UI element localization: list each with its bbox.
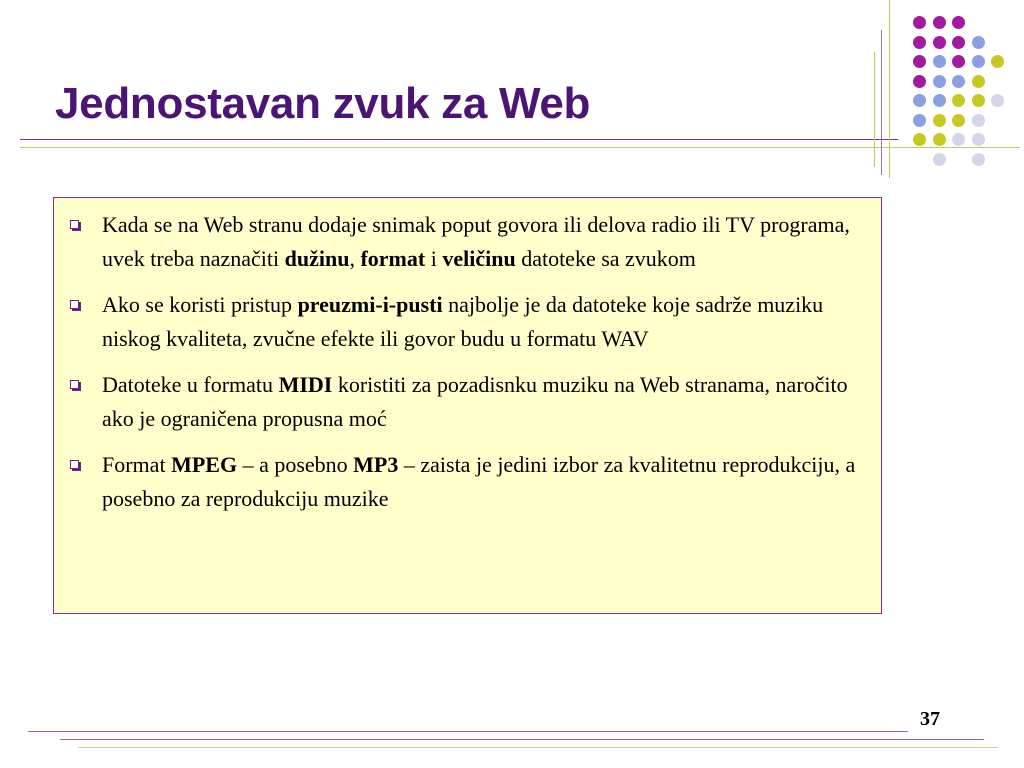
bullet-item <box>70 448 867 516</box>
decor-dot <box>933 55 946 68</box>
bullet-bold-text: dužinu <box>284 246 350 271</box>
decor-vline-3 <box>889 0 890 178</box>
decor-dot <box>972 55 985 68</box>
bullet-item <box>70 208 867 276</box>
decor-dot <box>952 36 965 49</box>
bullet-text: Kada se na Web stranu dodaje snimak poput govora ili delova radio ili TV programa, uvek treba naznačiti <box>102 212 850 271</box>
decor-dot <box>933 133 946 146</box>
decor-dot <box>952 94 965 107</box>
footer-rule-middle <box>60 739 984 740</box>
decor-dot <box>933 16 946 29</box>
footer-rule-bottom <box>78 747 998 748</box>
decor-dot <box>933 114 946 127</box>
decor-dot <box>952 16 965 29</box>
decor-dot <box>972 133 985 146</box>
decor-dot <box>972 75 985 88</box>
decor-dot <box>913 114 926 127</box>
bullet-bold-text: MIDI <box>278 372 333 397</box>
decor-dot <box>913 55 926 68</box>
decor-dot <box>933 36 946 49</box>
bullet-bold-text: veličinu <box>442 246 516 271</box>
bullet-text: najbolje je da datoteke koje sadrže muziku niskog kvaliteta, zvučne efekte ili govor budu u formatu WAV <box>102 292 824 351</box>
decor-dot <box>972 94 985 107</box>
decor-dot <box>933 94 946 107</box>
decor-dot <box>972 153 985 166</box>
bullet-text: Datoteke u formatu <box>102 372 279 397</box>
decor-vline-1 <box>874 52 875 167</box>
bullet-text: Format <box>102 452 172 477</box>
square-bullet-icon <box>70 460 79 469</box>
bullet-bold-text: MP3 <box>353 452 399 477</box>
bullet-text: Ako se koristi pristup <box>102 292 298 317</box>
decor-dot <box>933 153 946 166</box>
bullet-text: – zaista je jedini izbor za kvalitetnu reprodukciju, a posebno za reprodukciju muzike <box>102 452 856 511</box>
decor-dot <box>952 133 965 146</box>
footer-rule-top <box>28 731 908 732</box>
bullet-text: i <box>425 246 443 271</box>
decor-dot <box>913 75 926 88</box>
decor-dot <box>913 16 926 29</box>
title-rule-bottom <box>20 147 1020 148</box>
square-bullet-icon <box>70 380 79 389</box>
bullet-item <box>70 288 867 356</box>
bullet-item <box>70 368 867 436</box>
bullet-bold-text: preuzmi-i-pusti <box>297 292 443 317</box>
decor-dot <box>991 94 1004 107</box>
bullet-bold-text: MPEG <box>171 452 238 477</box>
title-rule-top <box>20 139 898 140</box>
decor-dot <box>952 114 965 127</box>
decor-vline-2 <box>881 30 882 175</box>
bullet-bold-text: format <box>360 246 426 271</box>
bullet-text: , <box>349 246 361 271</box>
decor-dot <box>952 75 965 88</box>
content-box <box>53 197 882 614</box>
decor-dot <box>972 36 985 49</box>
bullet-text: – a posebno <box>237 452 354 477</box>
bullet-list <box>70 208 867 516</box>
decor-dot <box>933 75 946 88</box>
decor-dot <box>913 133 926 146</box>
square-bullet-icon <box>70 300 79 309</box>
page-number: 37 <box>920 708 940 730</box>
square-bullet-icon <box>70 220 79 229</box>
decor-dot <box>952 55 965 68</box>
decor-dot <box>913 94 926 107</box>
decor-dot <box>913 36 926 49</box>
decor-dot <box>972 114 985 127</box>
bullet-text: koristiti za pozadisnku muziku na Web stranama, naročito ako je ograničena propusna moć <box>102 372 848 431</box>
bullet-text: datoteke sa zvukom <box>515 246 696 271</box>
slide-title: Jednostavan zvuk za Web <box>55 79 591 128</box>
decor-dot <box>991 55 1004 68</box>
